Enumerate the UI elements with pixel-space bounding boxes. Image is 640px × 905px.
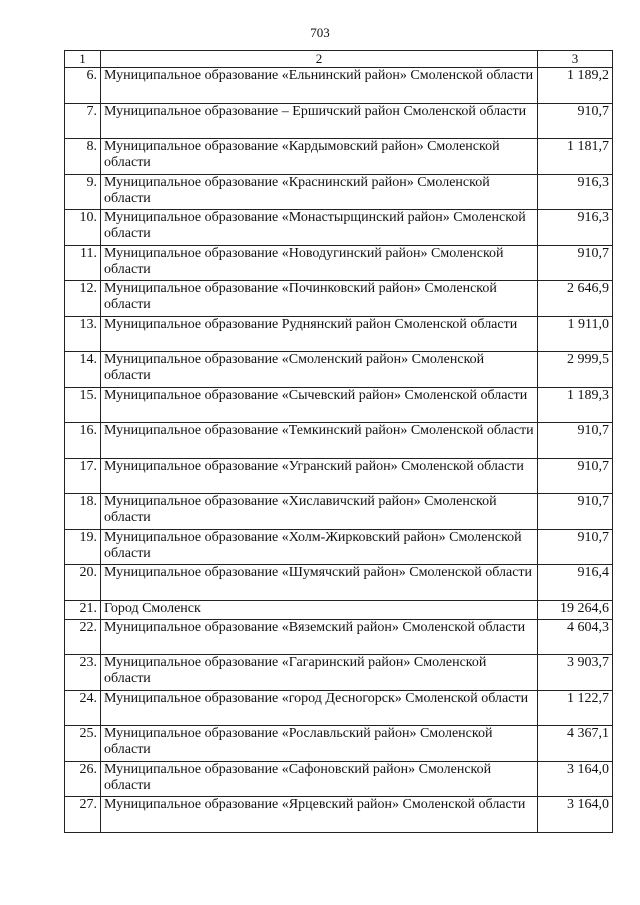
table-row [65, 458, 613, 494]
amount-cell: 910,7 [538, 423, 613, 459]
amount-cell: 910,7 [538, 245, 613, 281]
row-number-cell: 26. [65, 761, 101, 797]
municipality-name-cell: Муниципальное образование «Холм-Жирковский район» Смоленской области [101, 529, 538, 565]
table-row [65, 423, 613, 459]
municipality-name-cell: Муниципальное образование «Хиславичский район» Смоленской области [101, 494, 538, 530]
row-number-cell: 19. [65, 529, 101, 565]
table-row [65, 655, 613, 691]
table-row [65, 103, 613, 139]
row-number-cell: 15. [65, 387, 101, 423]
amount-cell: 3 164,0 [538, 797, 613, 833]
amount-cell: 2 999,5 [538, 352, 613, 388]
row-number-cell: 8. [65, 139, 101, 175]
table-row [65, 174, 613, 210]
municipality-name-cell: Муниципальное образование «Новодугинский район» Смоленской области [101, 245, 538, 281]
table-header-row [65, 51, 613, 68]
row-number-cell: 23. [65, 655, 101, 691]
table-row [65, 761, 613, 797]
amount-cell: 910,7 [538, 494, 613, 530]
table-row [65, 210, 613, 246]
municipality-name-cell: Муниципальное образование «Ярцевский район» Смоленской области [101, 797, 538, 833]
row-number-cell: 9. [65, 174, 101, 210]
column-header-name: 2 [101, 51, 538, 68]
table-row [65, 600, 613, 619]
municipality-name-cell: Муниципальное образование «Монастырщинский район» Смоленской области [101, 210, 538, 246]
municipality-name-cell: Муниципальное образование «Шумячский район» Смоленской области [101, 565, 538, 601]
amount-cell: 4 367,1 [538, 726, 613, 762]
table-row [65, 797, 613, 833]
amount-cell: 916,3 [538, 210, 613, 246]
table-body [65, 68, 613, 833]
row-number-cell: 22. [65, 619, 101, 655]
municipality-name-cell: Муниципальное образование «Угранский район» Смоленской области [101, 458, 538, 494]
table-row [65, 494, 613, 530]
row-number-cell: 12. [65, 281, 101, 317]
municipality-name-cell: Муниципальное образование Руднянский район Смоленской области [101, 316, 538, 352]
amount-cell: 2 646,9 [538, 281, 613, 317]
municipality-name-cell: Муниципальное образование «Краснинский район» Смоленской области [101, 174, 538, 210]
table-row [65, 281, 613, 317]
table-row [65, 690, 613, 726]
row-number-cell: 11. [65, 245, 101, 281]
amount-cell: 910,7 [538, 529, 613, 565]
table-row [65, 565, 613, 601]
row-number-cell: 27. [65, 797, 101, 833]
row-number-cell: 20. [65, 565, 101, 601]
row-number-cell: 17. [65, 458, 101, 494]
amount-cell: 1 181,7 [538, 139, 613, 175]
table-row [65, 529, 613, 565]
municipality-name-cell: Муниципальное образование «Вяземский район» Смоленской области [101, 619, 538, 655]
page-number: 703 [310, 25, 330, 40]
amount-cell: 916,4 [538, 565, 613, 601]
table-row [65, 619, 613, 655]
municipality-name-cell: Муниципальное образование – Ершичский район Смоленской области [101, 103, 538, 139]
amount-cell: 1 122,7 [538, 690, 613, 726]
municipality-name-cell: Муниципальное образование «Темкинский район» Смоленской области [101, 423, 538, 459]
municipality-name-cell: Муниципальное образование «Сычевский район» Смоленской области [101, 387, 538, 423]
amount-cell: 916,3 [538, 174, 613, 210]
municipality-name-cell: Муниципальное образование «Сафоновский район» Смоленской области [101, 761, 538, 797]
table-row [65, 316, 613, 352]
table-row [65, 352, 613, 388]
amount-cell: 1 189,3 [538, 387, 613, 423]
row-number-cell: 24. [65, 690, 101, 726]
table-row [65, 245, 613, 281]
row-number-cell: 13. [65, 316, 101, 352]
municipality-name-cell: Муниципальное образование «Починковский район» Смоленской области [101, 281, 538, 317]
row-number-cell: 14. [65, 352, 101, 388]
table-row [65, 139, 613, 175]
municipality-name-cell: Муниципальное образование «Кардымовский район» Смоленской области [101, 139, 538, 175]
amount-cell: 4 604,3 [538, 619, 613, 655]
row-number-cell: 7. [65, 103, 101, 139]
row-number-cell: 6. [65, 68, 101, 104]
amount-cell: 19 264,6 [538, 600, 613, 619]
municipality-name-cell: Город Смоленск [101, 600, 538, 619]
municipality-name-cell: Муниципальное образование «Гагаринский район» Смоленской области [101, 655, 538, 691]
amount-cell: 1 911,0 [538, 316, 613, 352]
row-number-cell: 16. [65, 423, 101, 459]
row-number-cell: 25. [65, 726, 101, 762]
row-number-cell: 10. [65, 210, 101, 246]
column-header-number: 1 [65, 51, 101, 68]
table-row [65, 387, 613, 423]
amount-cell: 3 164,0 [538, 761, 613, 797]
amount-cell: 910,7 [538, 103, 613, 139]
row-number-cell: 18. [65, 494, 101, 530]
amount-cell: 1 189,2 [538, 68, 613, 104]
municipality-name-cell: Муниципальное образование «Смоленский район» Смоленской области [101, 352, 538, 388]
table-row [65, 726, 613, 762]
allocation-table [64, 50, 613, 833]
table-row [65, 68, 613, 104]
row-number-cell: 21. [65, 600, 101, 619]
column-header-value: 3 [538, 51, 613, 68]
amount-cell: 910,7 [538, 458, 613, 494]
municipality-name-cell: Муниципальное образование «город Десногорск» Смоленской области [101, 690, 538, 726]
municipality-name-cell: Муниципальное образование «Ельнинский район» Смоленской области [101, 68, 538, 104]
municipality-name-cell: Муниципальное образование «Рославльский район» Смоленской области [101, 726, 538, 762]
amount-cell: 3 903,7 [538, 655, 613, 691]
